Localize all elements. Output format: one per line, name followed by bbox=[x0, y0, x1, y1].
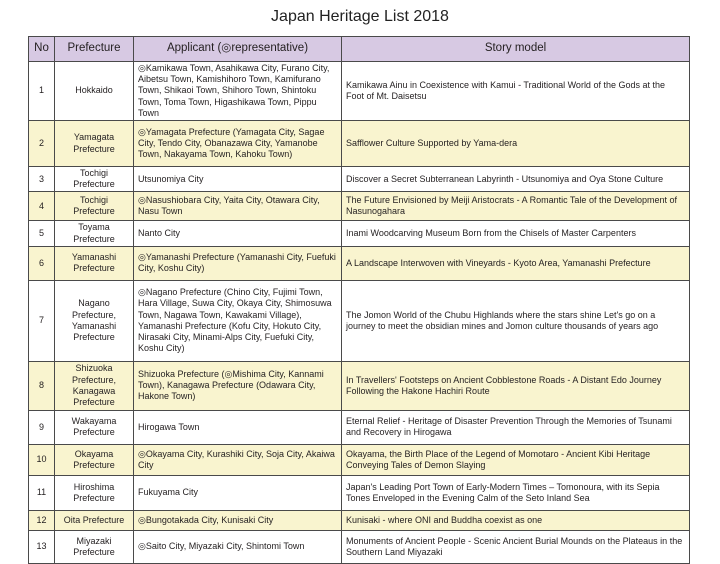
table-row bbox=[29, 192, 690, 221]
cell-story: In Travellers' Footsteps on Ancient Cobblestone Roads - A Distant Edo Journey Following the Hakone Hachiri Route bbox=[342, 361, 690, 410]
header-story: Story model bbox=[342, 37, 690, 62]
cell-story: Eternal Relief - Heritage of Disaster Prevention Through the Memories of Tsunami and Recovery in Hirogawa bbox=[342, 410, 690, 444]
cell-no: 11 bbox=[29, 475, 55, 510]
cell-no: 13 bbox=[29, 530, 55, 563]
cell-no: 4 bbox=[29, 192, 55, 221]
cell-applicant: Nanto City bbox=[134, 221, 342, 246]
cell-story: Japan's Leading Port Town of Early-Modern Times – Tomonoura, with its Sepia Tones Enveloped in the Evening Calm of the Seto Inland Sea bbox=[342, 475, 690, 510]
table-row bbox=[29, 444, 690, 475]
cell-prefecture: Hokkaido bbox=[55, 62, 134, 121]
cell-applicant: ◎Nasushiobara City, Yaita City, Otawara City, Nasu Town bbox=[134, 192, 342, 221]
heritage-table bbox=[28, 36, 690, 564]
cell-prefecture: Wakayama Prefecture bbox=[55, 410, 134, 444]
cell-prefecture: Tochigi Prefecture bbox=[55, 192, 134, 221]
cell-prefecture: Shizuoka Prefecture, Kanagawa Prefecture bbox=[55, 361, 134, 410]
table-row bbox=[29, 62, 690, 121]
cell-story: The Future Envisioned by Meiji Aristocrats - A Romantic Tale of the Development of Nasunogahara bbox=[342, 192, 690, 221]
cell-prefecture: Hiroshima Prefecture bbox=[55, 475, 134, 510]
cell-prefecture: Yamagata Prefecture bbox=[55, 121, 134, 167]
cell-applicant: Shizuoka Prefecture (◎Mishima City, Kannami Town), Kanagawa Prefecture (Odawara City, Hakone Town) bbox=[134, 361, 342, 410]
table-row bbox=[29, 475, 690, 510]
cell-prefecture: Tochigi Prefecture bbox=[55, 167, 134, 192]
header-applicant: Applicant (◎representative) bbox=[134, 37, 342, 62]
cell-applicant: ◎Nagano Prefecture (Chino City, Fujimi Town, Hara Village, Suwa City, Okaya City, Shimosuwa Town, Nagawa Town, Kawakami Village), Yamanashi Prefecture (Kofu City, Hokuto City, Nirasaki City, Minami-Alps City, Fuefuki City, Koshu City) bbox=[134, 280, 342, 361]
table-row bbox=[29, 167, 690, 192]
cell-story: Kamikawa Ainu in Coexistence with Kamui - Traditional World of the Gods at the Foot of Mt. Daisetsu bbox=[342, 62, 690, 121]
table-row bbox=[29, 510, 690, 530]
table-row bbox=[29, 280, 690, 361]
cell-story: Discover a Secret Subterranean Labyrinth - Utsunomiya and Oya Stone Culture bbox=[342, 167, 690, 192]
cell-story: Monuments of Ancient People - Scenic Ancient Burial Mounds on the Plateaus in the Southern Land Miyazaki bbox=[342, 530, 690, 563]
table-header-row bbox=[29, 37, 690, 62]
cell-prefecture: Oita Prefecture bbox=[55, 510, 134, 530]
table-row bbox=[29, 121, 690, 167]
cell-applicant: ◎Okayama City, Kurashiki City, Soja City, Akaiwa City bbox=[134, 444, 342, 475]
cell-story: Okayama, the Birth Place of the Legend of Momotaro - Ancient Kibi Heritage Conveying Tales of Demon Slaying bbox=[342, 444, 690, 475]
cell-no: 6 bbox=[29, 246, 55, 280]
cell-prefecture: Yamanashi Prefecture bbox=[55, 246, 134, 280]
cell-applicant: ◎Yamagata Prefecture (Yamagata City, Sagae City, Tendo City, Obanazawa City, Yamanobe Town, Nakayama Town, Kahoku Town) bbox=[134, 121, 342, 167]
header-prefecture: Prefecture bbox=[55, 37, 134, 62]
cell-applicant: Utsunomiya City bbox=[134, 167, 342, 192]
cell-no: 3 bbox=[29, 167, 55, 192]
cell-no: 7 bbox=[29, 280, 55, 361]
cell-no: 1 bbox=[29, 62, 55, 121]
cell-no: 9 bbox=[29, 410, 55, 444]
cell-applicant: ◎Bungotakada City, Kunisaki City bbox=[134, 510, 342, 530]
cell-prefecture: Toyama Prefecture bbox=[55, 221, 134, 246]
cell-prefecture: Miyazaki Prefecture bbox=[55, 530, 134, 563]
cell-no: 2 bbox=[29, 121, 55, 167]
cell-no: 10 bbox=[29, 444, 55, 475]
document-title: Japan Heritage List 2018 bbox=[271, 8, 449, 25]
header-no: No bbox=[29, 37, 55, 62]
cell-applicant: Hirogawa Town bbox=[134, 410, 342, 444]
table-row bbox=[29, 530, 690, 563]
cell-applicant: ◎Saito City, Miyazaki City, Shintomi Town bbox=[134, 530, 342, 563]
cell-story: Inami Woodcarving Museum Born from the Chisels of Master Carpenters bbox=[342, 221, 690, 246]
cell-story: Kunisaki - where ONI and Buddha coexist as one bbox=[342, 510, 690, 530]
cell-no: 5 bbox=[29, 221, 55, 246]
cell-applicant: ◎Kamikawa Town, Asahikawa City, Furano City, Aibetsu Town, Kamishihoro Town, Kamifurano Town, Shikaoi Town, Shihoro Town, Shintoku Town, Toma Town, Higashikawa Town, Pippu Town bbox=[134, 62, 342, 121]
cell-prefecture: Nagano Prefecture, Yamanashi Prefecture bbox=[55, 280, 134, 361]
table-row bbox=[29, 246, 690, 280]
cell-story: A Landscape Interwoven with Vineyards - Kyoto Area, Yamanashi Prefecture bbox=[342, 246, 690, 280]
cell-story: Safflower Culture Supported by Yama-dera bbox=[342, 121, 690, 167]
cell-prefecture: Okayama Prefecture bbox=[55, 444, 134, 475]
table-row bbox=[29, 361, 690, 410]
cell-no: 12 bbox=[29, 510, 55, 530]
cell-no: 8 bbox=[29, 361, 55, 410]
table-row bbox=[29, 221, 690, 246]
cell-applicant: Fukuyama City bbox=[134, 475, 342, 510]
cell-applicant: ◎Yamanashi Prefecture (Yamanashi City, Fuefuki City, Koshu City) bbox=[134, 246, 342, 280]
table-row bbox=[29, 410, 690, 444]
cell-story: The Jomon World of the Chubu Highlands where the stars shine Let's go on a journey to meet the obsidian mines and Jomon culture thousands of years ago bbox=[342, 280, 690, 361]
